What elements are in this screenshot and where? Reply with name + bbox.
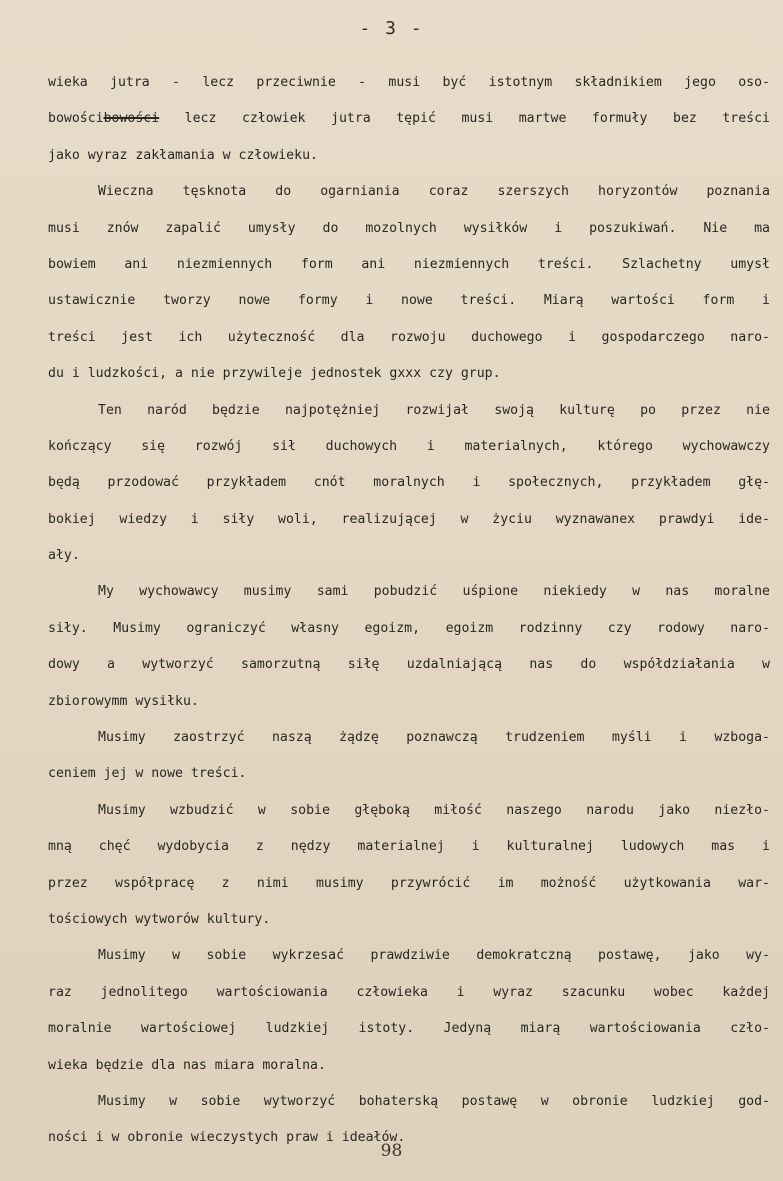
line-text: bokiej wiedzy i siły woli, realizującej w życiu wyznawanex prawdyi ide- (48, 511, 770, 527)
text-line (48, 107, 770, 143)
line-text: jako wyraz zakłamania w człowieku. (48, 147, 318, 163)
text-line (48, 908, 770, 944)
text-line (48, 144, 770, 180)
text-line (48, 617, 770, 653)
text-line (48, 399, 770, 435)
line-text: du i ludzkości, a nie przywileje jednostek gxxx czy grup. (48, 366, 501, 382)
text-line (48, 326, 770, 362)
line-text: Wieczna tęsknota do ogarniania coraz szerszych horyzontów poznania (98, 184, 770, 200)
text-line (48, 71, 770, 107)
text-line (48, 435, 770, 471)
text-line (48, 253, 770, 289)
line-text: ceniem jej w nowe treści. (48, 766, 247, 782)
line-text: My wychowawcy musimy sami pobudzić uśpione niekiedy w nas moralne (98, 584, 770, 600)
line-text: musi znów zapalić umysły do mozolnych wysiłków i poszukiwań. Nie ma (48, 220, 770, 236)
text-line (48, 217, 770, 253)
line-text: ały. (48, 548, 80, 564)
line-text: Musimy w sobie wykrzesać prawdziwie demokratczną postawę, jako wy- (98, 948, 770, 964)
line-text: wieka będzie dla nas miara moralna. (48, 1057, 326, 1073)
text-line (48, 1090, 770, 1126)
line-text: raz jednolitego wartościowania człowieka i wyraz szacunku wobec każdej (48, 984, 770, 1000)
line-text: przez współpracę z nimi musimy przywrócić im możność użytkowania war- (48, 875, 770, 891)
text-line (48, 726, 770, 762)
page-number: - 3 - (359, 18, 424, 39)
text-line (48, 1054, 770, 1090)
line-text: Musimy w sobie wytworzyć bohaterską postawę w obronie ludzkiej god- (98, 1093, 770, 1109)
text-line (48, 653, 770, 689)
line-text: zbiorowymm wysiłku. (48, 693, 199, 709)
line-text: dowy a wytworzyć samorzutną siłę uzdalniającą nas do współdziałania w (48, 657, 770, 673)
handwritten-folio-number: 98 (380, 1141, 403, 1161)
text-line (48, 544, 770, 580)
text-line (48, 289, 770, 325)
text-line (48, 981, 770, 1017)
text-line (48, 1017, 770, 1053)
line-text: lecz człowiek jutra tępić musi martwe formuły bez treści (159, 111, 770, 127)
text-line (48, 471, 770, 507)
line-text: Musimy zaostrzyć naszą żądzę poznawczą trudzeniem myśli i wzboga- (98, 730, 770, 746)
typed-text-body (48, 71, 770, 1163)
line-text: treści jest ich użyteczność dla rozwoju duchowego i gospodarczego naro- (48, 329, 770, 345)
line-text: ności i w obronie wieczystych praw i ideałów. (48, 1130, 406, 1146)
text-line (48, 944, 770, 980)
line-text: będą przodować przykładem cnót moralnych i społecznych, przykładem głę- (48, 475, 770, 491)
line-text: moralnie wartościowej ludzkiej istoty. Jedyną miarą wartościowania czło- (48, 1021, 770, 1037)
line-text: mną chęć wydobycia z nędzy materialnej i kulturalnej ludowych mas i (48, 839, 770, 855)
line-text: kończący się rozwój sił duchowych i materialnych, którego wychowawczy (48, 438, 770, 454)
text-line (48, 690, 770, 726)
line-text: Ten naród będzie najpotężniej rozwijał swoją kulturę po przez nie (98, 402, 770, 418)
line-text: wieka jutra - lecz przeciwnie - musi być istotnym składnikiem jego oso- (48, 75, 770, 90)
line-text: ustawicznie tworzy nowe formy i nowe treści. Miarą wartości form i (48, 293, 770, 309)
text-line (48, 180, 770, 216)
text-line (48, 835, 770, 871)
line-text: Musimy wzbudzić w sobie głęboką miłość naszego narodu jako niezło- (98, 802, 770, 818)
line-text: siły. Musimy ograniczyć własny egoizm, egoizm rodzinny czy rodowy naro- (48, 620, 770, 636)
line-text: tościowych wytworów kultury. (48, 911, 271, 927)
text-line (48, 508, 770, 544)
text-line (48, 872, 770, 908)
text-line (48, 799, 770, 835)
line-text: bowiem ani niezmiennych form ani niezmiennych treści. Szlachetny umysł (48, 256, 770, 272)
text-line (48, 762, 770, 798)
struck-text: bowości (103, 111, 160, 127)
text-line (48, 580, 770, 616)
line-text: bowości (48, 111, 104, 127)
text-line (48, 362, 770, 398)
